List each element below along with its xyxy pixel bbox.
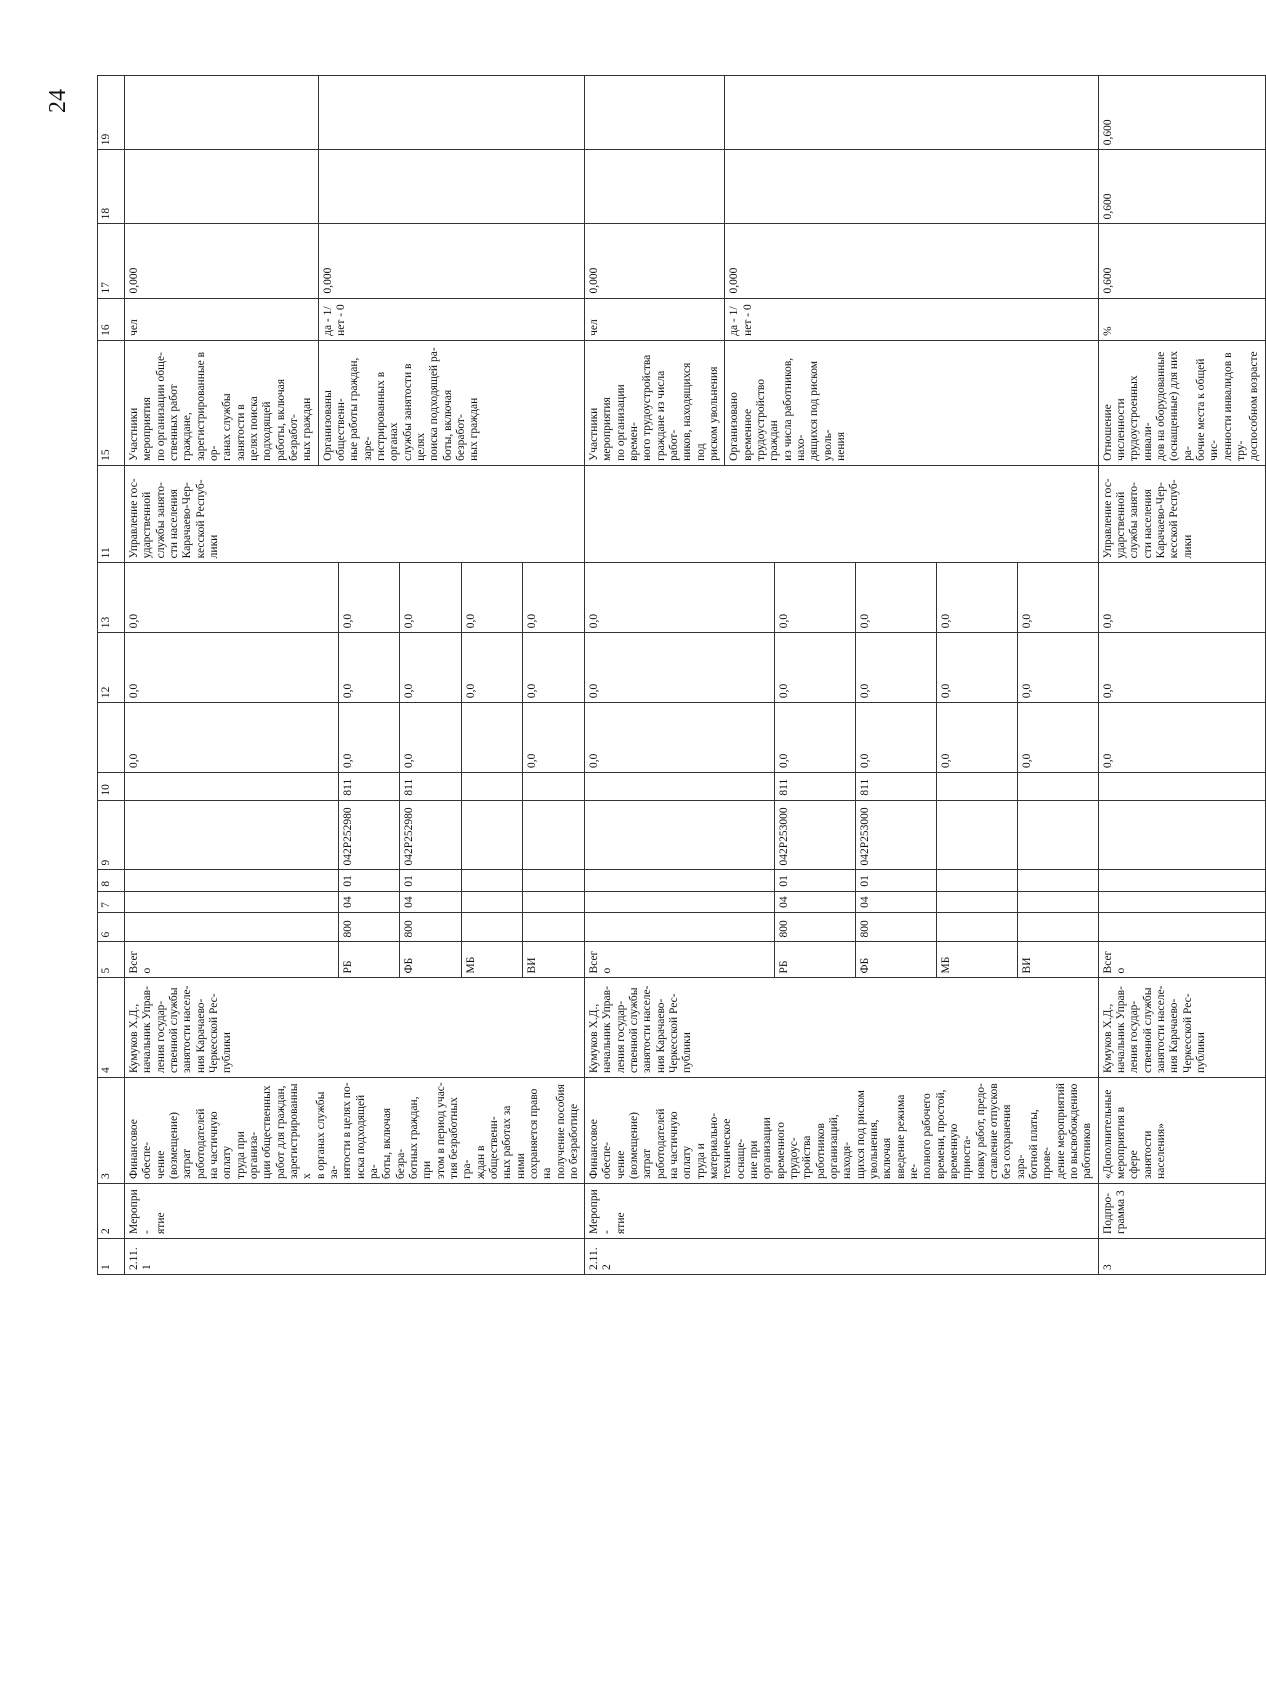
executor: [585, 465, 1098, 562]
column-header: 15: [98, 340, 125, 465]
code-grbs: 800: [400, 912, 462, 942]
amount-year-3: 0,0: [774, 563, 855, 633]
funding-source: ВИ: [523, 942, 585, 978]
indicator-name: Участники мероприятия по организации обще- ственных работ граждане, зарегистрированные в ор- ганах службы занятости в целях поиска подходящей работы, включая безработ- ных граждан: [125, 340, 319, 465]
code-rz: 04: [400, 891, 462, 912]
code-csr: [1098, 800, 1265, 870]
amount-year-3: 0,0: [461, 563, 523, 633]
code-pr: 01: [400, 870, 462, 891]
code-grbs: [461, 912, 523, 942]
code-pr: 01: [338, 870, 400, 891]
indicator-unit: чел: [585, 298, 725, 340]
code-pr: [936, 870, 1017, 891]
code-grbs: [125, 912, 339, 942]
indicator-value-17: 0,000: [725, 224, 1098, 298]
table-row: [585, 76, 725, 1275]
code-pr: [1017, 870, 1098, 891]
table-body: [125, 76, 1266, 1275]
code-vr: [1098, 773, 1265, 801]
item-type: Меропри- ятие: [125, 1183, 585, 1238]
funding-source: МБ: [461, 942, 523, 978]
amount-year-2: 0,0: [523, 633, 585, 703]
amount-year-3: 0,0: [1098, 563, 1265, 633]
amount-year-2: 0,0: [1017, 633, 1098, 703]
indicator-unit: чел: [125, 298, 319, 340]
amount-year-1: 0,0: [125, 703, 339, 773]
amount-year-2: 0,0: [461, 633, 523, 703]
amount-year-1: 0,0: [400, 703, 462, 773]
code-vr: [523, 773, 585, 801]
column-header: 8: [98, 870, 125, 891]
code-rz: [523, 891, 585, 912]
table-row: [1098, 76, 1265, 1275]
column-header: 9: [98, 800, 125, 870]
column-header: 10: [98, 773, 125, 801]
code-rz: 04: [855, 891, 936, 912]
amount-year-3: 0,0: [523, 563, 585, 633]
indicator-unit: да - 1/ нет - 0: [318, 298, 585, 340]
column-header: 19: [98, 76, 125, 150]
indicator-value-18: [318, 150, 585, 224]
code-grbs: 800: [855, 912, 936, 942]
code-csr: [585, 800, 775, 870]
indicator-name: Организовано временное трудоустройство граждан из числа работников, нахо- дящихся под риском уволь- нения: [725, 340, 1098, 465]
column-header: 3: [98, 1078, 125, 1184]
amount-year-1: 0,0: [338, 703, 400, 773]
indicator-name: Организованы общественн- ные работы граждан, заре- гистрированных в органах службы занятости в целях поиска подходящей ра- боты, включая безработ- ных граждан: [318, 340, 585, 465]
code-rz: [936, 891, 1017, 912]
amount-year-3: 0,0: [125, 563, 339, 633]
funding-source: Всего: [125, 942, 339, 978]
rotated-document-page: [45, 75, 1261, 1275]
amount-year-2: 0,0: [1098, 633, 1265, 703]
amount-year-1: 0,0: [1098, 703, 1265, 773]
amount-year-1: 0,0: [936, 703, 1017, 773]
code-vr: [461, 773, 523, 801]
amount-year-2: 0,0: [338, 633, 400, 703]
code-csr: 042Р253000: [774, 800, 855, 870]
code-csr: [461, 800, 523, 870]
responsible-person: Кумуков Х.Д., начальник Управ- ления государ- ственной службы занятости населе- ния Карачаево- Черкесской Рес- публики: [1098, 978, 1265, 1078]
code-grbs: [1017, 912, 1098, 942]
code-rz: [1098, 891, 1265, 912]
column-header: 1: [98, 1239, 125, 1275]
amount-year-3: 0,0: [1017, 563, 1098, 633]
code-pr: [523, 870, 585, 891]
amount-year-1: 0,0: [1017, 703, 1098, 773]
code-csr: [125, 800, 339, 870]
indicator-name: Отношение численности трудоустроенных инвали- дов на оборудованные (оснащенные) для них ра- бочие места к общей чис- ленности инвалидов в тру- доспособном возрасте: [1098, 340, 1265, 465]
code-vr: [936, 773, 1017, 801]
code-vr: [585, 773, 775, 801]
indicator-unit: %: [1098, 298, 1265, 340]
item-name: Финансовое обеспе- чение (возмещение) затрат работодателей на частичную оплату труда при организа- ции общественных работ для граждан, зарегистрированных в органах службы за- нятости в целях по- иска подходящей ра- боты, включая безра- ботных граждан, при этом в период учас- тия безработных гра- ждан в общественн- ных работах за ними сохраняется право на получение пособия по безработице: [125, 1078, 585, 1184]
code-vr: 811: [400, 773, 462, 801]
amount-year-3: 0,0: [338, 563, 400, 633]
code-csr: 042Р252980: [400, 800, 462, 870]
column-header: 16: [98, 298, 125, 340]
amount-year-2: 0,0: [774, 633, 855, 703]
code-vr: 811: [855, 773, 936, 801]
funding-source: ВИ: [1017, 942, 1098, 978]
column-header: 7: [98, 891, 125, 912]
column-header: 6: [98, 912, 125, 942]
page-number: 24: [45, 89, 71, 113]
indicator-name: Участники мероприятия по организации времен- ного трудоустройства граждане из числа работ- ников, находящихся под риском увольнения: [585, 340, 725, 465]
indicator-value-17: 0,600: [1098, 224, 1265, 298]
amount-year-2: 0,0: [400, 633, 462, 703]
column-header: 2: [98, 1183, 125, 1238]
code-csr: [523, 800, 585, 870]
amount-year-2: 0,0: [936, 633, 1017, 703]
code-rz: [461, 891, 523, 912]
responsible-person: Кумуков Х.Д., начальник Управ- ления государ- ственной службы занятости населе- ния Карачаево- Черкесской Рес- публики: [585, 978, 1098, 1078]
column-header: 18: [98, 150, 125, 224]
item-type: Меропри- ятие: [585, 1183, 1098, 1238]
amount-year-2: 0,0: [585, 633, 775, 703]
column-header: 11: [98, 465, 125, 562]
item-name: Финансовое обеспе- чение (возмещение) затрат работодателей на частичную оплату труда и материально- техническое оснаще- ние при организации временного трудоус- тройства работников организаций, находя- щихся под риском увольнения, включая введение режима не- полного рабочего времени, простой, временную приоста- новку работ, предо- ставление отпусков без сохранения зара- ботной платы, прове- дение мероприятий по высвобождению работников: [585, 1078, 1098, 1184]
column-header: 4: [98, 978, 125, 1078]
program-table: [97, 75, 1266, 1275]
funding-source: МБ: [936, 942, 1017, 978]
code-csr: 042Р253000: [855, 800, 936, 870]
code-grbs: 800: [774, 912, 855, 942]
item-code: 2.11.1: [125, 1239, 585, 1275]
code-pr: [585, 870, 775, 891]
amount-year-3: 0,0: [400, 563, 462, 633]
amount-year-2: 0,0: [125, 633, 339, 703]
amount-year-3: 0,0: [585, 563, 775, 633]
code-rz: [585, 891, 775, 912]
column-header: 5: [98, 942, 125, 978]
column-header: 17: [98, 224, 125, 298]
executor: Управление гос- ударственной службы занято- сти населения Карачаево-Чер- кесской Респуб- лики: [1098, 465, 1265, 562]
executor: Управление гос- ударственной службы занято- сти населения Карачаево-Чер- кесской Респуб- лики: [125, 465, 585, 562]
code-pr: 01: [774, 870, 855, 891]
column-header: 12: [98, 633, 125, 703]
code-vr: 811: [338, 773, 400, 801]
indicator-value-17: 0,000: [585, 224, 725, 298]
code-vr: [125, 773, 339, 801]
header-row: [98, 76, 125, 1275]
column-header: 13: [98, 563, 125, 633]
table-row: [125, 76, 319, 1275]
code-csr: 042Р252980: [338, 800, 400, 870]
responsible-person: Кумуков Х.Д., начальник Управ- ления государ- ственной службы занятости населе- ния Карачаево- Черкесской Рес- публики: [125, 978, 585, 1078]
indicator-value-19: 0,600: [1098, 76, 1265, 150]
code-pr: [125, 870, 339, 891]
code-csr: [936, 800, 1017, 870]
funding-source: Всего: [585, 942, 775, 978]
code-grbs: [585, 912, 775, 942]
code-grbs: [523, 912, 585, 942]
code-rz: [1017, 891, 1098, 912]
funding-source: Всего: [1098, 942, 1265, 978]
code-csr: [1017, 800, 1098, 870]
indicator-value-18: [585, 150, 725, 224]
amount-year-3: 0,0: [855, 563, 936, 633]
funding-source: ФБ: [855, 942, 936, 978]
code-vr: 811: [774, 773, 855, 801]
indicator-value-19: [725, 76, 1098, 150]
code-rz: [125, 891, 339, 912]
funding-source: РБ: [338, 942, 400, 978]
amount-year-1: 0,0: [585, 703, 775, 773]
indicator-unit: да - 1/ нет - 0: [725, 298, 1098, 340]
amount-year-1: 0,0: [774, 703, 855, 773]
code-rz: 04: [774, 891, 855, 912]
indicator-value-19: [585, 76, 725, 150]
indicator-value-18: 0,600: [1098, 150, 1265, 224]
funding-source: ФБ: [400, 942, 462, 978]
column-header: [98, 703, 125, 773]
amount-year-2: 0,0: [855, 633, 936, 703]
item-code: 2.11.2: [585, 1239, 1098, 1275]
amount-year-1: 0,0: [855, 703, 936, 773]
amount-year-1: 0,0: [523, 703, 585, 773]
indicator-value-19: [125, 76, 319, 150]
code-pr: [461, 870, 523, 891]
code-pr: [1098, 870, 1265, 891]
item-code: 3: [1098, 1239, 1265, 1275]
indicator-value-18: [725, 150, 1098, 224]
funding-source: РБ: [774, 942, 855, 978]
code-grbs: 800: [338, 912, 400, 942]
code-rz: 04: [338, 891, 400, 912]
indicator-value-19: [318, 76, 585, 150]
code-grbs: [936, 912, 1017, 942]
code-pr: 01: [855, 870, 936, 891]
amount-year-1: [461, 703, 523, 773]
item-name: «Дополнительные мероприятия в сфере занятости населения»: [1098, 1078, 1265, 1184]
code-grbs: [1098, 912, 1265, 942]
code-vr: [1017, 773, 1098, 801]
indicator-value-18: [125, 150, 319, 224]
indicator-value-17: 0,000: [125, 224, 319, 298]
indicator-value-17: 0,000: [318, 224, 585, 298]
item-type: Подпро- грамма 3: [1098, 1183, 1265, 1238]
amount-year-3: 0,0: [936, 563, 1017, 633]
